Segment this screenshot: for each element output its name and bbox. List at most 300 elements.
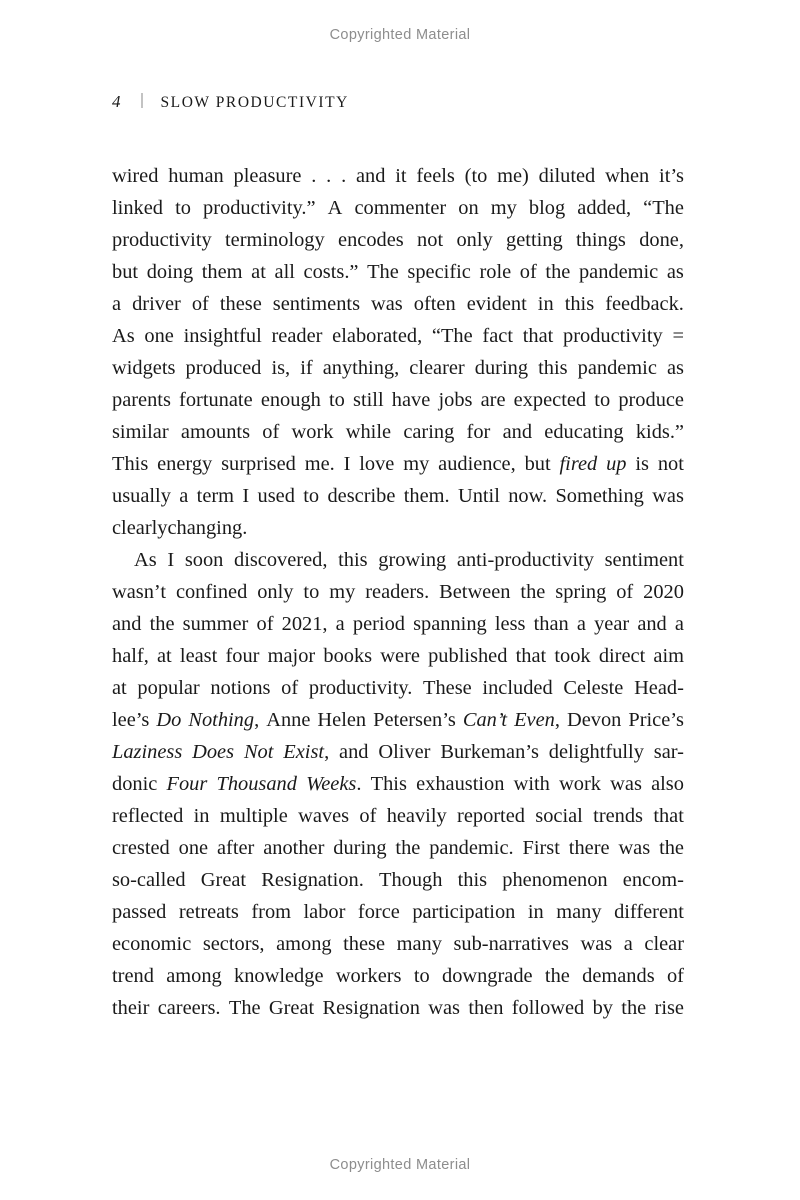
plain-text: as (666, 261, 684, 283)
plain-text: in (193, 805, 210, 827)
body-text (112, 160, 684, 1024)
plain-text: exhaustion (416, 773, 505, 795)
plain-text: careers. (157, 997, 221, 1019)
plain-text: Between (439, 581, 511, 603)
plain-text: Devon (566, 709, 622, 731)
word (112, 704, 149, 736)
word (594, 384, 610, 416)
word (458, 480, 500, 512)
word (652, 480, 684, 512)
word (112, 576, 166, 608)
word (554, 640, 590, 672)
plain-text: these (219, 293, 262, 315)
plain-text: social (535, 805, 583, 827)
plain-text: from (251, 901, 292, 923)
word (179, 384, 253, 416)
plain-text: , (324, 741, 330, 763)
copyright-watermark-top: Copyrighted Material (329, 27, 471, 43)
word (234, 544, 327, 576)
word (635, 448, 649, 480)
word (605, 544, 684, 576)
word (643, 192, 684, 224)
text-line (112, 896, 684, 928)
plain-text: notions (210, 677, 271, 699)
plain-text: donic (112, 773, 158, 795)
italic-text: Does (192, 741, 235, 763)
plain-text: describe (327, 485, 396, 507)
word (323, 640, 372, 672)
word (317, 704, 366, 736)
word (576, 224, 626, 256)
word (512, 992, 584, 1024)
word (555, 480, 643, 512)
plain-text: readers. (365, 581, 430, 603)
plain-text: workers (335, 965, 402, 987)
word (463, 704, 507, 736)
word (304, 896, 346, 928)
plain-text: many (556, 901, 602, 923)
text-line (112, 160, 684, 192)
plain-text: that (653, 805, 684, 827)
word (112, 352, 175, 384)
word (458, 192, 478, 224)
plain-text: terminology (225, 229, 325, 251)
word (414, 960, 430, 992)
plain-text: year (594, 613, 630, 635)
plain-text: caring (403, 421, 455, 443)
word (539, 160, 596, 192)
word (667, 256, 684, 288)
text-line (112, 768, 684, 800)
word (514, 704, 560, 736)
text-line (112, 672, 684, 704)
plain-text: fact (482, 325, 513, 347)
plain-text: soon (184, 549, 224, 571)
plain-text: was (618, 837, 651, 859)
italic-text: Not (243, 741, 274, 763)
plain-text: usually (112, 485, 171, 507)
word (621, 992, 646, 1024)
word (326, 160, 331, 192)
plain-text: trends (593, 805, 643, 827)
plain-text: evident (466, 293, 527, 315)
text-line (112, 480, 684, 512)
word (658, 448, 684, 480)
plain-text: jobs (438, 389, 473, 411)
plain-text: the (545, 261, 571, 283)
word (201, 864, 246, 896)
word (258, 480, 295, 512)
plain-text: participation (412, 901, 516, 923)
word (263, 832, 324, 864)
plain-text: at (251, 261, 266, 283)
word (234, 960, 323, 992)
word (514, 768, 550, 800)
plain-text: changing. (167, 517, 248, 539)
plain-text: all (274, 261, 295, 283)
word (338, 544, 367, 576)
plain-text: linked (112, 197, 163, 219)
word (353, 384, 384, 416)
word (202, 256, 243, 288)
plain-text: pandemic (577, 357, 657, 379)
word (221, 448, 296, 480)
plain-text: among (276, 933, 332, 955)
word (623, 864, 684, 896)
word (251, 256, 266, 288)
plain-text: the (149, 613, 175, 635)
plain-text: there (568, 837, 610, 859)
word (380, 640, 420, 672)
word (516, 640, 547, 672)
word (559, 768, 601, 800)
plain-text: was (428, 997, 460, 1019)
plain-text: it (395, 165, 407, 187)
word (545, 256, 570, 288)
plain-text: only (257, 581, 294, 603)
word (332, 320, 422, 352)
word (599, 640, 645, 672)
plain-text: . (311, 165, 317, 187)
plain-text: rise (654, 997, 684, 1019)
plain-text: these (343, 933, 386, 955)
plain-text: “The (431, 325, 473, 347)
plain-text: pandemic. (429, 837, 514, 859)
plain-text: then (468, 997, 504, 1019)
word (637, 608, 666, 640)
plain-text: These (423, 677, 472, 699)
word (555, 576, 606, 608)
word (327, 480, 395, 512)
plain-text: are (480, 389, 506, 411)
word (112, 640, 149, 672)
word (582, 960, 654, 992)
word (667, 352, 684, 384)
word (303, 576, 319, 608)
word (192, 288, 209, 320)
plain-text: encom- (622, 869, 684, 891)
word (338, 224, 404, 256)
word (156, 704, 181, 736)
plain-text: to (303, 485, 320, 507)
plain-text: productivity. (308, 677, 413, 699)
plain-text: a (335, 613, 345, 635)
word (387, 800, 447, 832)
plain-text: my (329, 581, 356, 603)
plain-text: The (228, 997, 261, 1019)
plain-text: included (482, 677, 553, 699)
word (407, 256, 470, 288)
word (112, 224, 212, 256)
plain-text: published (428, 645, 508, 667)
plain-text: 2021, (281, 613, 328, 635)
word (354, 192, 446, 224)
word (112, 256, 138, 288)
italic-text: Four (166, 773, 208, 795)
plain-text: during (474, 357, 529, 379)
word (667, 960, 684, 992)
plain-text: but (112, 261, 139, 283)
plain-text: the (544, 965, 570, 987)
word (618, 832, 650, 864)
word (643, 576, 684, 608)
word (112, 384, 171, 416)
plain-text: of (191, 293, 209, 315)
plain-text: feedback. (605, 293, 684, 315)
plain-text: growing (378, 549, 447, 571)
word (428, 640, 507, 672)
word (192, 736, 234, 768)
word (653, 800, 684, 832)
plain-text: to (329, 389, 345, 411)
plain-text: role (479, 261, 512, 283)
word (268, 640, 316, 672)
word (475, 352, 528, 384)
word (112, 736, 182, 768)
italic-text: Weeks (306, 773, 357, 795)
word (275, 256, 295, 288)
plain-text: retreats (178, 901, 239, 923)
plain-text: phenomenon (502, 869, 608, 891)
word (216, 768, 296, 800)
plain-text: at (112, 677, 127, 699)
word (225, 640, 259, 672)
text-line (112, 416, 684, 448)
plain-text: This (370, 773, 407, 795)
word (395, 160, 406, 192)
word (528, 896, 544, 928)
plain-text: Resignation (322, 997, 420, 1019)
text-line (112, 864, 684, 896)
plain-text: confined (175, 581, 248, 603)
plain-text: clearly (112, 517, 168, 539)
plain-text: Petersen’s (373, 709, 456, 731)
word (181, 416, 250, 448)
word (329, 384, 345, 416)
word (439, 576, 510, 608)
plain-text: labor (303, 901, 346, 923)
text-line (112, 512, 684, 544)
word (544, 416, 623, 448)
word (257, 608, 274, 640)
word (392, 384, 431, 416)
word (467, 288, 527, 320)
plain-text: the (520, 581, 546, 603)
plain-text: diluted (538, 165, 596, 187)
word (578, 352, 657, 384)
word (514, 384, 586, 416)
running-head (112, 92, 349, 111)
word (593, 800, 643, 832)
word (186, 352, 262, 384)
text-line (112, 608, 684, 640)
plain-text: of (256, 613, 274, 635)
word (593, 992, 613, 1024)
word (594, 608, 629, 640)
plain-text: while (345, 421, 392, 443)
plain-text: their (112, 997, 150, 1019)
plain-text: Until (457, 485, 500, 507)
word (112, 896, 166, 928)
word (491, 192, 517, 224)
word (283, 736, 329, 768)
word (112, 768, 157, 800)
plain-text: downgrade (442, 965, 533, 987)
plain-text: This (112, 453, 149, 475)
word (147, 256, 193, 288)
plain-text: , (254, 709, 260, 731)
word (298, 800, 349, 832)
word (341, 160, 346, 192)
plain-text: term (196, 485, 235, 507)
word (508, 480, 547, 512)
plain-text: clearer (409, 357, 465, 379)
plain-text: demands (582, 965, 655, 987)
word (134, 544, 157, 576)
text-line (112, 224, 684, 256)
text-line (112, 640, 684, 672)
plain-text: The (367, 261, 399, 283)
plain-text: still (353, 389, 384, 411)
word (112, 864, 186, 896)
word (397, 928, 442, 960)
word (183, 608, 249, 640)
running-head-separator (141, 93, 143, 108)
plain-text: was (371, 293, 403, 315)
plain-text: anti-productivity (456, 549, 594, 571)
italic-text: Laziness (112, 741, 183, 763)
word (432, 320, 473, 352)
word (323, 992, 420, 1024)
word (525, 448, 551, 480)
word (565, 288, 594, 320)
word (225, 224, 325, 256)
word (188, 704, 259, 736)
plain-text: feels (416, 165, 455, 187)
plain-text: lee’s (112, 709, 150, 731)
word (305, 448, 335, 480)
plain-text: economic (112, 933, 192, 955)
plain-text: As (134, 549, 157, 571)
word (292, 416, 334, 448)
word (639, 224, 684, 256)
word (403, 448, 429, 480)
plain-text: was (610, 773, 642, 795)
plain-text: (to (464, 165, 488, 187)
plain-text: pandemic (578, 261, 659, 283)
plain-text: love (359, 453, 395, 475)
plain-text: of (666, 965, 684, 987)
plain-text: delightfully (548, 741, 644, 763)
plain-text: after (216, 837, 255, 859)
word (672, 320, 684, 352)
plain-text: multiple (219, 805, 288, 827)
plain-text: anything, (322, 357, 400, 379)
word (112, 320, 135, 352)
word (616, 576, 633, 608)
word (535, 800, 583, 832)
plain-text: my (403, 453, 430, 475)
word (644, 928, 684, 960)
plain-text: educating (544, 421, 624, 443)
word (614, 896, 684, 928)
word (378, 544, 446, 576)
word (605, 160, 649, 192)
word (395, 832, 420, 864)
word (610, 768, 642, 800)
word (467, 416, 491, 448)
plain-text: less (494, 613, 526, 635)
plain-text: discovered, (234, 549, 328, 571)
plain-text: and (502, 421, 533, 443)
plain-text: amounts (180, 421, 251, 443)
plain-text: getting (506, 229, 563, 251)
plain-text: and (112, 613, 142, 635)
plain-text: wasn’t (112, 581, 166, 603)
word (457, 800, 525, 832)
plain-text: least (179, 645, 218, 667)
word (273, 288, 360, 320)
word (628, 704, 684, 736)
plain-text: in (527, 901, 544, 923)
word (423, 672, 472, 704)
plain-text: took (554, 645, 591, 667)
word (429, 832, 513, 864)
plain-text: sectors, (202, 933, 265, 955)
plain-text: Great (268, 997, 315, 1019)
word (653, 640, 684, 672)
word (579, 256, 658, 288)
word (440, 736, 539, 768)
word (497, 160, 529, 192)
word (373, 704, 456, 736)
plain-text: often (413, 293, 456, 315)
plain-text: Oliver (378, 741, 431, 763)
word (634, 672, 684, 704)
word (520, 576, 545, 608)
word (438, 384, 472, 416)
text-line (112, 448, 684, 480)
word (538, 288, 554, 320)
word (581, 928, 613, 960)
plain-text: Resignation. (261, 869, 364, 891)
word (506, 224, 563, 256)
plain-text: not (417, 229, 444, 251)
word (481, 384, 506, 416)
plain-text: another (263, 837, 325, 859)
word (242, 480, 249, 512)
italic-text: Exist (283, 741, 325, 763)
text-line (112, 256, 684, 288)
plain-text: a (112, 293, 122, 315)
plain-text: Helen (317, 709, 367, 731)
word (624, 928, 633, 960)
word (261, 864, 364, 896)
plain-text: major (267, 645, 316, 667)
word (336, 960, 402, 992)
plain-text: me) (497, 165, 529, 187)
word (112, 960, 154, 992)
plain-text: widgets (112, 357, 176, 379)
plain-text: with (513, 773, 550, 795)
plain-text: energy (157, 453, 213, 475)
plain-text: commenter (354, 197, 447, 219)
plain-text: reader (271, 325, 323, 347)
word (304, 256, 359, 288)
word (412, 896, 515, 928)
word (403, 416, 454, 448)
word (442, 960, 533, 992)
